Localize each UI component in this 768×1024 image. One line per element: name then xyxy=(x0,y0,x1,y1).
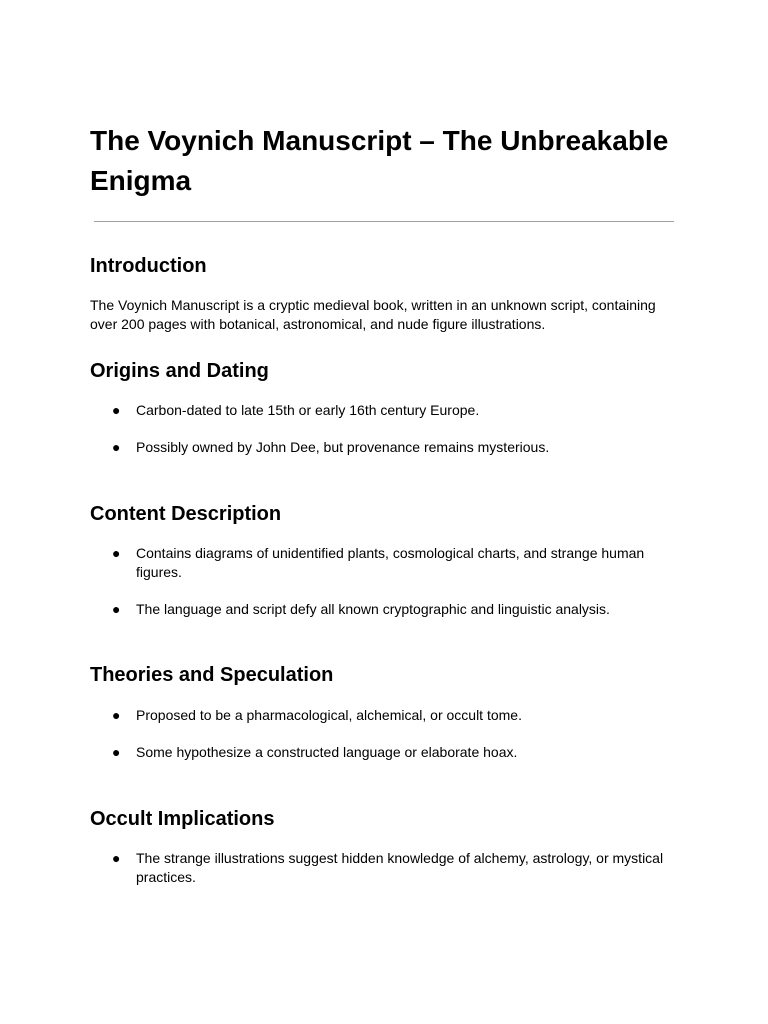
list-item xyxy=(112,849,672,887)
bullet-icon: ● xyxy=(112,601,121,617)
list-item xyxy=(112,401,672,420)
bullet-icon: ● xyxy=(112,402,121,418)
introduction-paragraph: The Voynich Manuscript is a cryptic medieval book, written in an unknown script, containing over 200 pages with botanical, astronomical, and nude figure illustrations. xyxy=(90,297,656,332)
bullet-icon: ● xyxy=(112,707,121,723)
list-item-text: The strange illustrations suggest hidden knowledge of alchemy, astrology, or mystical practices. xyxy=(136,850,664,885)
section-heading-theories-and-speculation: Theories and Speculation xyxy=(90,664,334,686)
bullet-icon: ● xyxy=(112,850,121,866)
bullet-icon: ● xyxy=(112,439,121,455)
bullet-icon: ● xyxy=(112,744,121,760)
section-heading-content-description: Content Description xyxy=(90,503,282,525)
list-item xyxy=(112,706,672,725)
list-item xyxy=(112,743,672,762)
bullet-icon: ● xyxy=(112,545,121,561)
section-heading-introduction: Introduction xyxy=(90,255,207,277)
list-item-text: Possibly owned by John Dee, but provenance remains mysterious. xyxy=(136,439,550,455)
horizontal-divider xyxy=(94,221,674,222)
list-item-text: Contains diagrams of unidentified plants, cosmological charts, and strange human figures. xyxy=(136,545,645,580)
list-item xyxy=(112,544,672,582)
section-heading-occult-implications: Occult Implications xyxy=(90,808,275,830)
list-item-text: Some hypothesize a constructed language or elaborate hoax. xyxy=(136,744,518,760)
document-title: The Voynich Manuscript – The Unbreakable Enigma xyxy=(90,125,669,196)
list-item xyxy=(112,600,672,619)
list-item xyxy=(112,438,672,457)
list-item-text: The language and script defy all known cryptographic and linguistic analysis. xyxy=(136,601,610,617)
section-heading-origins-and-dating: Origins and Dating xyxy=(90,360,269,382)
list-item-text: Carbon-dated to late 15th or early 16th century Europe. xyxy=(136,402,480,418)
list-item-text: Proposed to be a pharmacological, alchemical, or occult tome. xyxy=(136,707,522,723)
